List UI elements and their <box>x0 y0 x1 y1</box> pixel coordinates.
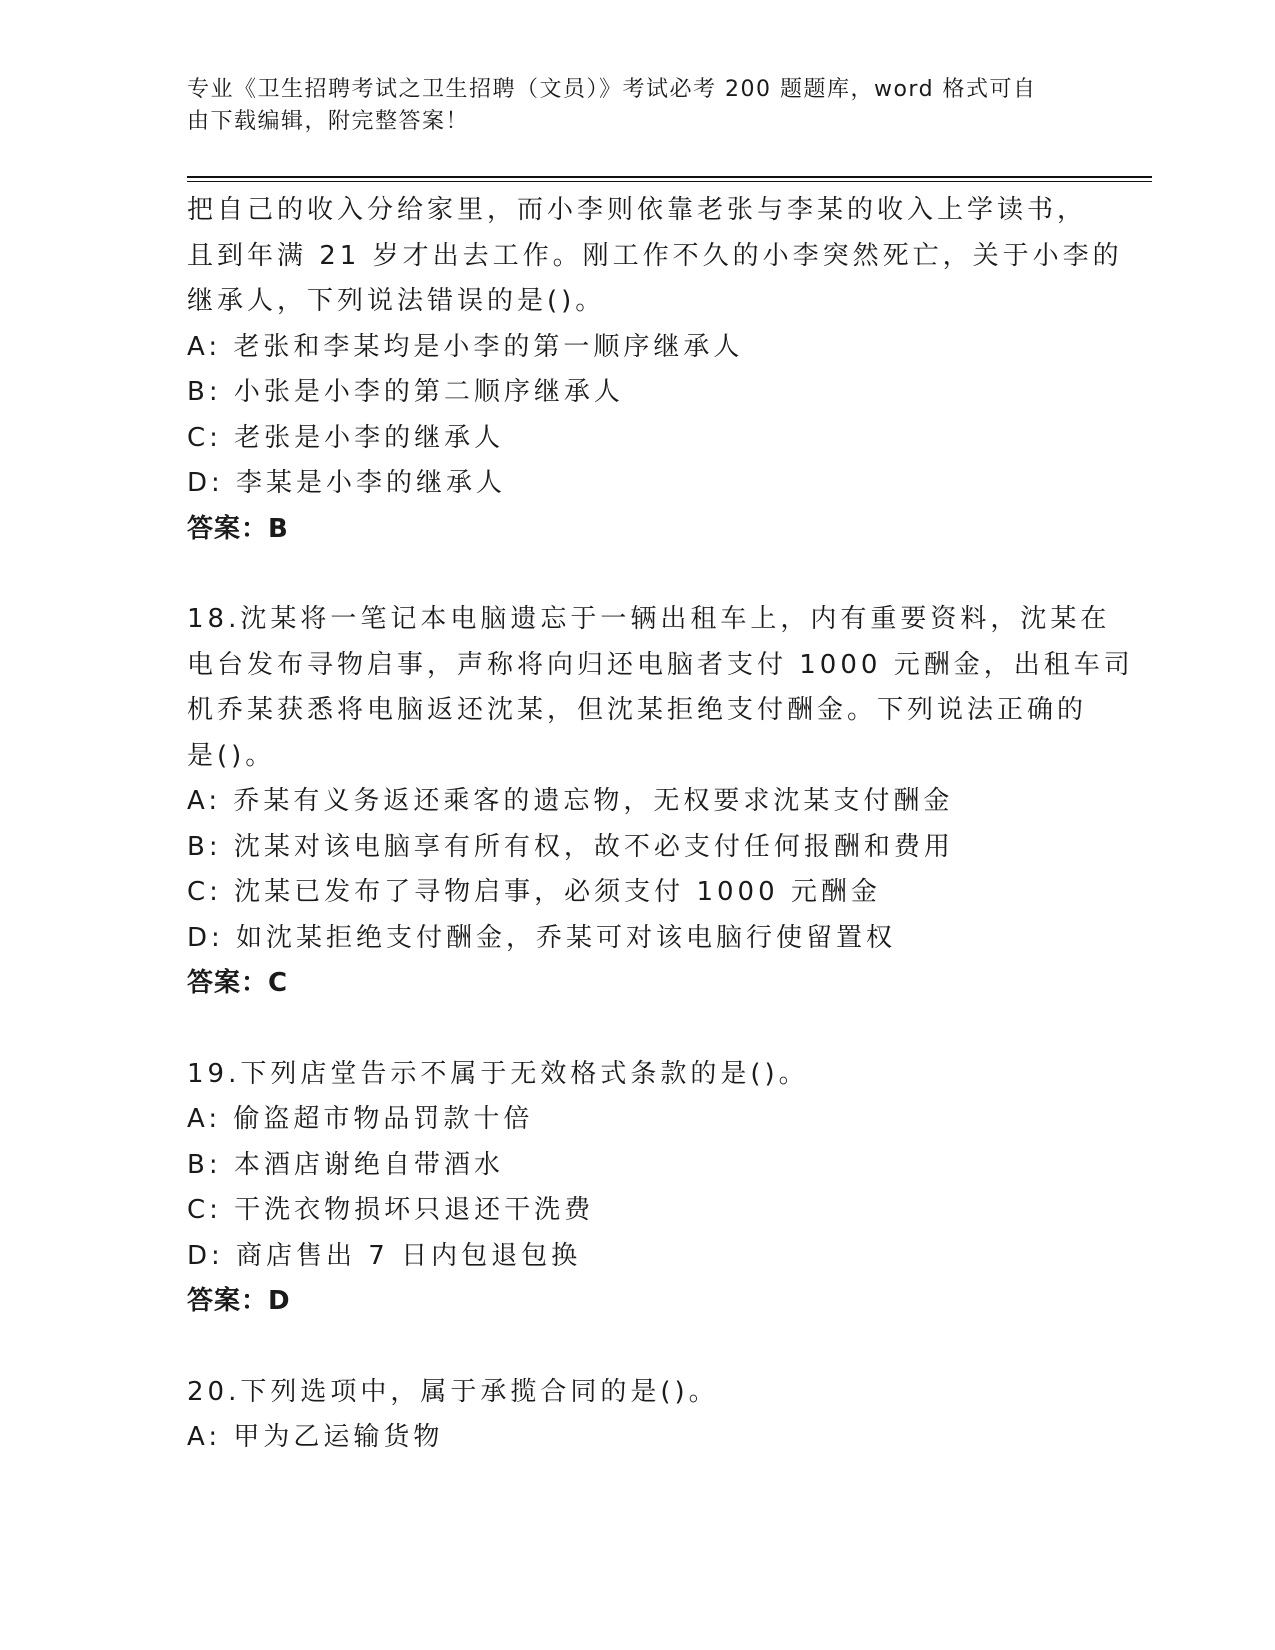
option-a: A: 偷盗超市物品罚款十倍 <box>187 1104 534 1134</box>
question-stem-line: 19.下列店堂告示不属于无效格式条款的是()。 <box>187 1058 809 1089</box>
document-body <box>187 188 1134 1461</box>
option-b: B: 沈某对该电脑享有所有权，故不必支付任何报酬和费用 <box>187 831 954 862</box>
option-d: D: 如沈某拒绝支付酬金，乔某可对该电脑行使留置权 <box>187 922 897 953</box>
question-stem-line: 电台发布寻物启事，声称将向归还电脑者支付 1000 元酬金，出租车司 <box>187 649 1134 680</box>
header-divider-thick <box>187 176 1152 178</box>
question-block <box>187 1052 1087 1325</box>
question-block <box>187 1370 1087 1461</box>
question-stem-line: 且到年满 21 岁才出去工作。刚工作不久的小李突然死亡，关于小李的 <box>187 240 1123 271</box>
question-stem-line: 机乔某获悉将电脑返还沈某，但沈某拒绝支付酬金。下列说法正确的 <box>187 695 1088 725</box>
question-stem-line: 20.下列选项中，属于承揽合同的是()。 <box>187 1376 719 1407</box>
option-d: D: 李某是小李的继承人 <box>187 468 507 498</box>
option-a: A: 乔某有义务返还乘客的遗忘物，无权要求沈某支付酬金 <box>187 786 954 816</box>
header-title-line-1: 专业《卫生招聘考试之卫生招聘（文员）》考试必考 200 题题库，word 格式可自 <box>187 77 1037 102</box>
question-stem-line: 18.沈某将一笔记本电脑遗忘于一辆出租车上，内有重要资料，沈某在 <box>187 604 1111 634</box>
option-a: A: 甲为乙运输货物 <box>187 1422 444 1452</box>
option-d: D: 商店售出 7 日内包退包换 <box>187 1240 582 1271</box>
option-c: C: 沈某已发布了寻物启事，必须支付 1000 元酬金 <box>187 877 881 907</box>
question-stem-line: 把自己的收入分给家里，而小李则依靠老张与李某的收入上学读书， <box>187 195 1088 225</box>
option-b: B: 小张是小李的第二顺序继承人 <box>187 377 624 407</box>
question-stem-line: 继承人，下列说法错误的是()。 <box>187 286 606 316</box>
header-title-line-2: 由下载编辑，附完整答案！ <box>187 109 470 134</box>
header-divider-thin <box>187 181 1152 182</box>
answer-line: 答案：C <box>187 968 289 998</box>
answer-line: 答案：B <box>187 513 289 544</box>
answer-line: 答案：D <box>187 1286 291 1316</box>
question-block <box>187 597 1134 1007</box>
question-block <box>187 188 1123 552</box>
option-b: B: 本酒店谢绝自带酒水 <box>187 1149 504 1180</box>
option-c: C: 老张是小李的继承人 <box>187 422 505 453</box>
question-stem-line: 是()。 <box>187 740 276 771</box>
document-header <box>187 74 1067 138</box>
option-c: C: 干洗衣物损坏只退还干洗费 <box>187 1195 595 1225</box>
option-a: A: 老张和李某均是小李的第一顺序继承人 <box>187 331 744 362</box>
